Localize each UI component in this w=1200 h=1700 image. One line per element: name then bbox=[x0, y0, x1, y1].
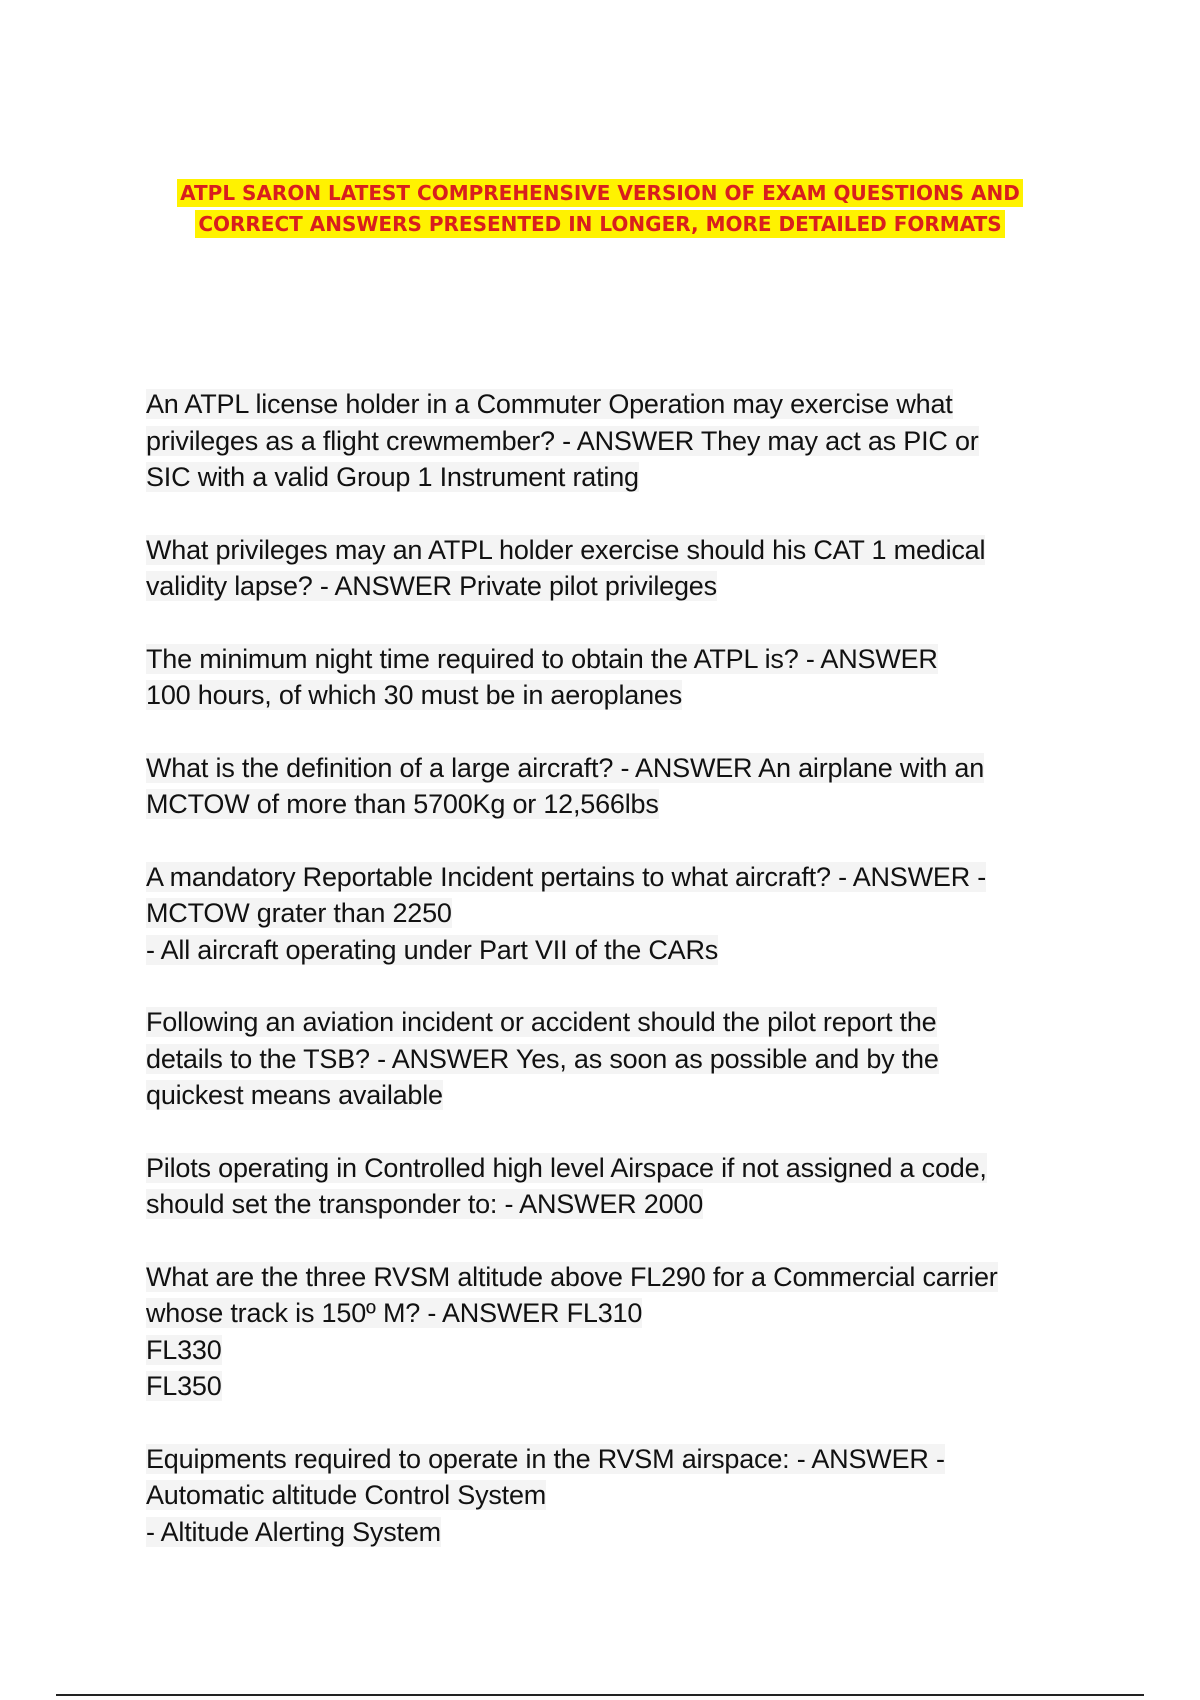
qa-item-6 bbox=[146, 1004, 1076, 1114]
qa-item-8 bbox=[146, 1259, 1076, 1405]
qa-item-5 bbox=[146, 859, 1076, 969]
qa-line: should set the transponder to: - ANSWER 2000 bbox=[146, 1189, 704, 1219]
qa-line: FL330 bbox=[146, 1334, 222, 1365]
qa-line: SIC with a valid Group 1 Instrument rating bbox=[146, 462, 639, 492]
qa-line: MCTOW grater than 2250 bbox=[146, 898, 452, 928]
title-line-2: CORRECT ANSWERS PRESENTED IN LONGER, MORE DETAILED FORMATS bbox=[195, 210, 1004, 238]
qa-line: What are the three RVSM altitude above FL290 for a Commercial carrier bbox=[146, 1261, 998, 1292]
qa-item-7 bbox=[146, 1150, 1076, 1223]
qa-line: privileges as a flight crewmember? - ANSWER They may act as PIC or bbox=[146, 425, 979, 456]
qa-item-1 bbox=[146, 386, 1076, 496]
qa-item-4 bbox=[146, 750, 1076, 823]
qa-line: - Altitude Alerting System bbox=[146, 1516, 441, 1547]
qa-line: Pilots operating in Controlled high level Airspace if not assigned a code, bbox=[146, 1152, 987, 1183]
qa-line: whose track is 150º M? - ANSWER FL310 bbox=[146, 1298, 643, 1328]
qa-line: What is the definition of a large aircraft? - ANSWER An airplane with an bbox=[146, 752, 985, 783]
qa-line: details to the TSB? - ANSWER Yes, as soon as possible and by the bbox=[146, 1043, 939, 1074]
qa-line: Equipments required to operate in the RVSM airspace: - ANSWER - bbox=[146, 1443, 945, 1474]
qa-line: quickest means available bbox=[146, 1080, 443, 1110]
qa-line: MCTOW of more than 5700Kg or 12,566lbs bbox=[146, 789, 659, 819]
qa-line: Following an aviation incident or accident should the pilot report the bbox=[146, 1007, 937, 1037]
qa-line: validity lapse? - ANSWER Private pilot privileges bbox=[146, 571, 717, 601]
qa-line: What privileges may an ATPL holder exercise should his CAT 1 medical bbox=[146, 534, 986, 565]
qa-line: The minimum night time required to obtain the ATPL is? - ANSWER bbox=[146, 643, 938, 674]
qa-item-9 bbox=[146, 1441, 1076, 1551]
title-line-1: ATPL SARON LATEST COMPREHENSIVE VERSION OF EXAM QUESTIONS AND bbox=[177, 179, 1023, 207]
qa-line: FL350 bbox=[146, 1371, 222, 1401]
question-answer-list bbox=[146, 386, 1076, 1586]
qa-line: Automatic altitude Control System bbox=[146, 1480, 547, 1510]
qa-line: A mandatory Reportable Incident pertains to what aircraft? - ANSWER - bbox=[146, 861, 987, 892]
qa-line: - All aircraft operating under Part VII of the CARs bbox=[146, 934, 719, 965]
qa-item-3 bbox=[146, 641, 1076, 714]
qa-line: 100 hours, of which 30 must be in aeroplanes bbox=[146, 680, 683, 710]
qa-item-2 bbox=[146, 532, 1076, 605]
document-title bbox=[130, 178, 1070, 240]
footer-divider bbox=[56, 1694, 1144, 1696]
qa-line: An ATPL license holder in a Commuter Operation may exercise what bbox=[146, 389, 953, 419]
